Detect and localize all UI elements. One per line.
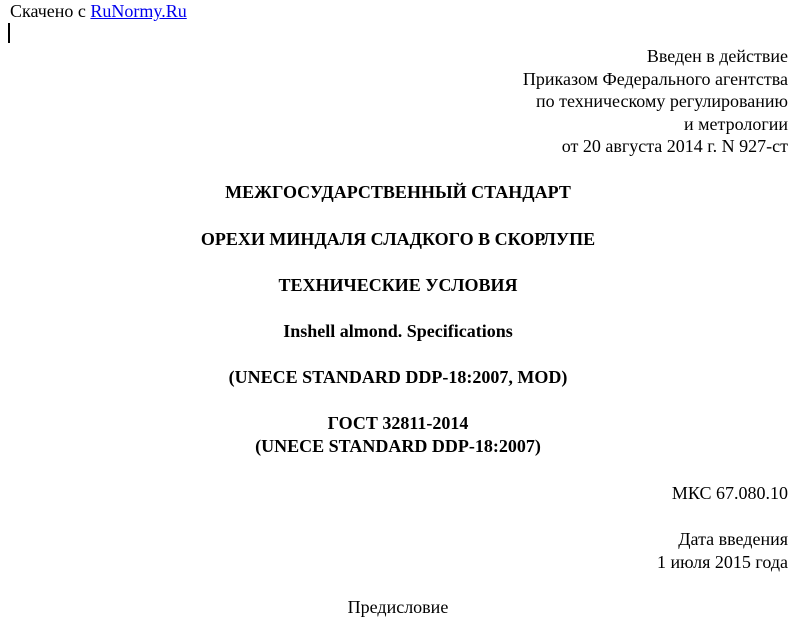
download-source-line	[10, 1, 187, 22]
english-title: Inshell almond. Specifications	[283, 321, 513, 341]
preface-heading: Предисловие	[347, 597, 449, 617]
standard-type-heading: МЕЖГОСУДАРСТВЕННЫЙ СТАНДАРТ	[225, 182, 571, 202]
mks-code: МКС 67.080.10	[671, 483, 788, 503]
approval-line: и метрологии	[684, 113, 788, 134]
runormy-link[interactable]: RuNormy.Ru	[90, 1, 187, 21]
approval-block	[523, 45, 788, 158]
introduction-date: 1 июля 2015 года	[657, 552, 788, 572]
product-title: ОРЕХИ МИНДАЛЯ СЛАДКОГО В СКОРЛУПЕ	[200, 229, 596, 249]
approval-line: от 20 августа 2014 г. N 927-ст	[561, 136, 788, 156]
subtitle-heading: ТЕХНИЧЕСКИЕ УСЛОВИЯ	[278, 275, 518, 295]
gost-reference: (UNECE STANDARD DDP-18:2007)	[255, 436, 541, 456]
approval-line: Приказом Федерального агентства	[522, 68, 788, 89]
gost-number: ГОСТ 32811-2014	[327, 413, 469, 433]
unece-reference: (UNECE STANDARD DDP-18:2007, MOD)	[228, 367, 568, 387]
approval-line: Введен в действие	[646, 46, 788, 66]
text-cursor	[8, 23, 10, 43]
downloaded-prefix: Скачено с	[10, 1, 86, 21]
introduction-label: Дата введения	[678, 529, 788, 549]
approval-line: по техническому регулированию	[535, 91, 788, 111]
